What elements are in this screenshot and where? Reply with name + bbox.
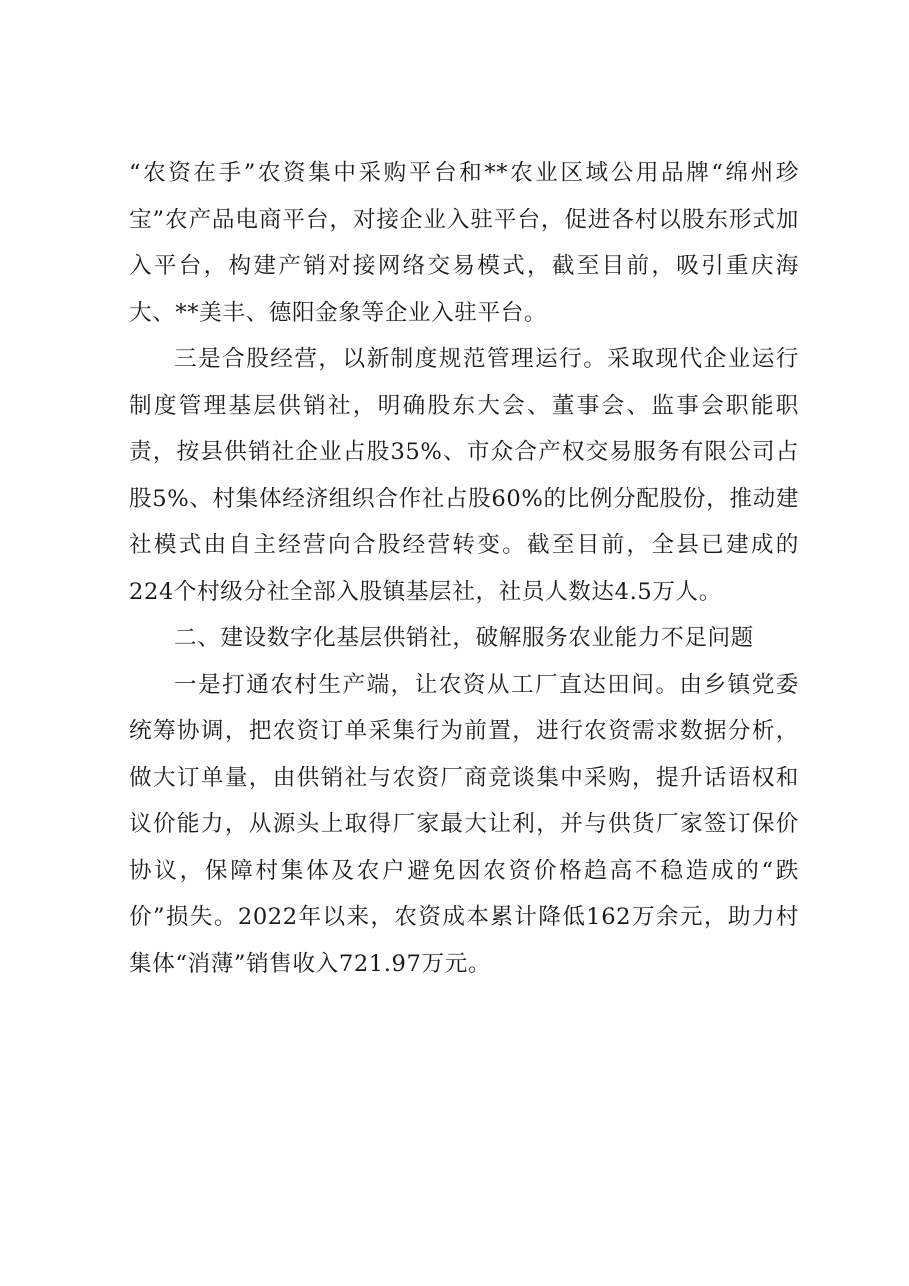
section-heading-digital-cooperative: 二、建设数字化基层供销社，破解服务农业能力不足问题 <box>174 625 754 651</box>
paragraph-joint-stock-operation: 三是合股经营，以新制度规范管理运行。采取现代企业运行制度管理基层供销社，明确股东大会、董事会、监事会职能职责，按县供销社企业占股35%、市众合产权交易服务有限公司占股5%、村集体经济组织合作社占股60%的比例分配股份，推动建社模式由自主经营向合股经营转变。截至目前，全县已建成的224个村级分社全部入股镇基层社，社员人数达4.5万人。 <box>129 346 799 605</box>
paragraph-production-end: 一是打通农村生产端，让农资从工厂直达田间。由乡镇党委统筹协调，把农资订单采集行为前置，进行农资需求数据分析，做大订单量，由供销社与农资厂商竞谈集中采购，提升话语权和议价能力，从源头上取得厂家最大让利，并与供货厂家签订保价协议，保障村集体及农户避免因农资价格趋高不稳造成的“跌价”损失。2022年以来，农资成本累计降低162万余元，助力村集体“消薄”销售收入721.97万元。 <box>129 671 799 977</box>
document-body <box>129 150 799 987</box>
paragraph-platform-continuation: “农资在手”农资集中采购平台和**农业区域公用品牌“绵州珍宝”农产品电商平台，对接企业入驻平台，促进各村以股东形式加入平台，构建产销对接网络交易模式，截至目前，吸引重庆海大、**美丰、德阳金象等企业入驻平台。 <box>129 160 799 326</box>
